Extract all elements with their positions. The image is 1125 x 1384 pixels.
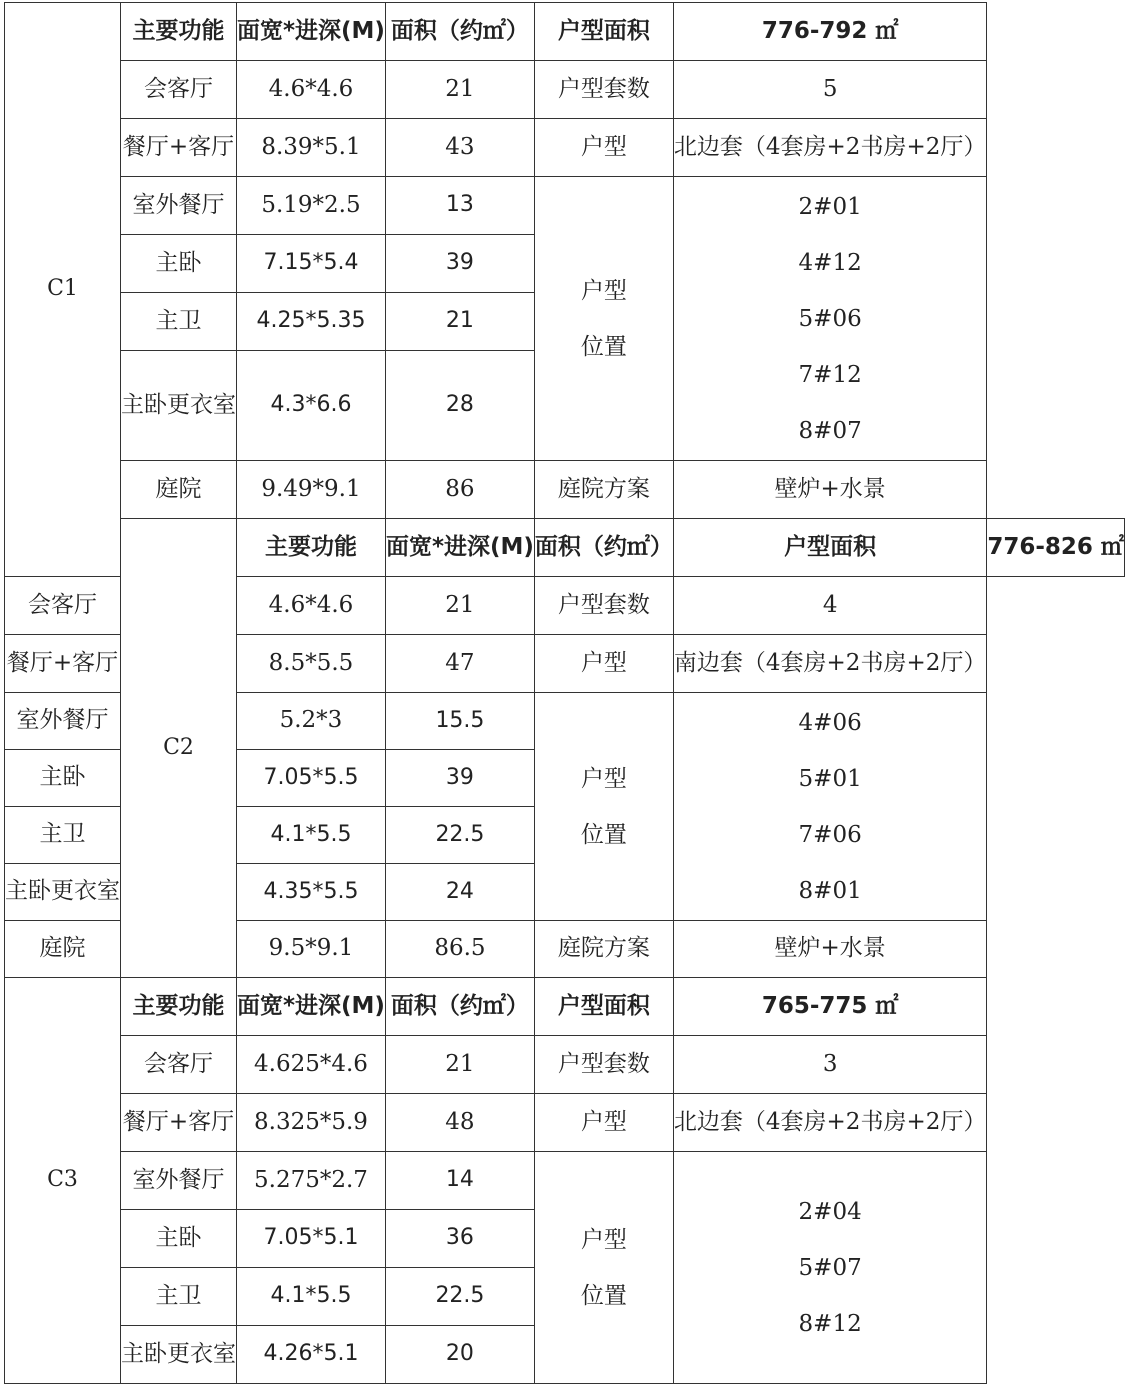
room-dimensions: 8.325*5.9 [237, 1094, 386, 1152]
table-row [5, 1036, 1125, 1094]
garden-value: 壁炉+水景 [673, 461, 986, 519]
c2-header-row [5, 519, 1125, 577]
c1-header-row [5, 3, 1125, 61]
c3-header-row [5, 978, 1125, 1036]
position-label-line: 位置 [580, 821, 627, 848]
position-value: 2#01 [798, 193, 862, 220]
room-name: 餐厅+客厅 [121, 1094, 237, 1152]
room-dimensions: 4.625*4.6 [237, 1036, 386, 1094]
room-dimensions: 7.15*5.4 [237, 235, 386, 293]
position-value: 5#01 [798, 765, 862, 792]
room-area: 20 [385, 1326, 534, 1384]
room-name: 主卧 [121, 1210, 237, 1268]
position-values [673, 1152, 986, 1384]
position-value: 8#01 [798, 877, 862, 904]
room-area: 13 [385, 177, 534, 235]
header-area: 面积（约㎡） [385, 3, 534, 61]
position-label-line: 位置 [580, 333, 627, 360]
type-label: 户型 [534, 1094, 673, 1152]
position-value: 5#07 [798, 1254, 862, 1281]
room-name: 室外餐厅 [5, 693, 121, 750]
room-area: 39 [385, 750, 534, 807]
room-area: 21 [385, 577, 534, 635]
position-label-line: 位置 [580, 1282, 627, 1309]
header-dimensions: 面宽*进深(M) [237, 3, 386, 61]
room-dimensions: 7.05*5.5 [237, 750, 386, 807]
header-unit-area-label: 户型面积 [534, 3, 673, 61]
room-dimensions: 4.26*5.1 [237, 1326, 386, 1384]
room-area: 28 [385, 351, 534, 461]
position-label [534, 177, 673, 461]
room-area: 21 [385, 1036, 534, 1094]
units-value: 5 [673, 61, 986, 119]
room-name: 会客厅 [5, 577, 121, 635]
table-row [5, 119, 1125, 177]
room-dimensions: 5.275*2.7 [237, 1152, 386, 1210]
room-dimensions: 5.2*3 [237, 693, 386, 750]
room-name: 庭院 [5, 921, 121, 978]
header-unit-area-label: 户型面积 [534, 978, 673, 1036]
room-name: 主卧更衣室 [5, 864, 121, 921]
header-function: 主要功能 [237, 519, 386, 577]
room-dimensions: 4.25*5.35 [237, 293, 386, 351]
c3-group-label: C3 [5, 978, 121, 1384]
room-dimensions: 4.3*6.6 [237, 351, 386, 461]
header-function: 主要功能 [121, 978, 237, 1036]
room-area: 21 [385, 293, 534, 351]
c1-group-label: C1 [5, 3, 121, 577]
room-area: 39 [385, 235, 534, 293]
header-area: 面积（约㎡） [534, 519, 673, 577]
position-label [534, 693, 673, 921]
room-area: 21 [385, 61, 534, 119]
room-area: 36 [385, 1210, 534, 1268]
room-name: 餐厅+客厅 [121, 119, 237, 177]
position-value: 4#12 [798, 249, 862, 276]
units-label: 户型套数 [534, 1036, 673, 1094]
room-dimensions: 4.35*5.5 [237, 864, 386, 921]
position-value: 8#12 [798, 1310, 862, 1337]
room-area: 24 [385, 864, 534, 921]
room-dimensions: 4.1*5.5 [237, 807, 386, 864]
table-row [5, 461, 1125, 519]
room-dimensions: 8.5*5.5 [237, 635, 386, 693]
room-dimensions: 4.1*5.5 [237, 1268, 386, 1326]
table-row [5, 1152, 1125, 1210]
type-value: 北边套（4套房+2书房+2厅） [673, 1094, 986, 1152]
room-dimensions: 8.39*5.1 [237, 119, 386, 177]
room-dimensions: 4.6*4.6 [237, 61, 386, 119]
room-dimensions: 7.05*5.1 [237, 1210, 386, 1268]
garden-label: 庭院方案 [534, 461, 673, 519]
header-unit-area-value: 765-775 ㎡ [673, 978, 986, 1036]
units-label: 户型套数 [534, 577, 673, 635]
type-label: 户型 [534, 119, 673, 177]
room-name: 会客厅 [121, 61, 237, 119]
header-unit-area-label: 户型面积 [673, 519, 986, 577]
header-unit-area-value: 776-792 ㎡ [673, 3, 986, 61]
room-name: 主卧更衣室 [121, 1326, 237, 1384]
type-label: 户型 [534, 635, 673, 693]
room-name: 室外餐厅 [121, 1152, 237, 1210]
room-dimensions: 9.49*9.1 [237, 461, 386, 519]
position-label-line: 户型 [580, 277, 627, 304]
header-dimensions: 面宽*进深(M) [385, 519, 534, 577]
c2-group-label: C2 [121, 519, 237, 978]
room-dimensions: 9.5*9.1 [237, 921, 386, 978]
room-name: 庭院 [121, 461, 237, 519]
room-area: 14 [385, 1152, 534, 1210]
room-area: 86.5 [385, 921, 534, 978]
units-label: 户型套数 [534, 61, 673, 119]
header-unit-area-value: 776-826 ㎡ [987, 519, 1125, 577]
position-value: 4#06 [798, 709, 862, 736]
type-value: 北边套（4套房+2书房+2厅） [673, 119, 986, 177]
room-area: 43 [385, 119, 534, 177]
room-name: 主卫 [5, 807, 121, 864]
position-label-line: 户型 [580, 765, 627, 792]
position-value: 8#07 [798, 417, 862, 444]
room-name: 室外餐厅 [121, 177, 237, 235]
table-row [5, 1094, 1125, 1152]
room-name: 主卫 [121, 1268, 237, 1326]
room-name: 主卧 [5, 750, 121, 807]
garden-label: 庭院方案 [534, 921, 673, 978]
position-value: 5#06 [798, 305, 862, 332]
position-value: 7#12 [798, 361, 862, 388]
units-value: 4 [673, 577, 986, 635]
room-name: 主卧 [121, 235, 237, 293]
room-area: 86 [385, 461, 534, 519]
room-name: 会客厅 [121, 1036, 237, 1094]
position-label [534, 1152, 673, 1384]
room-name: 主卧更衣室 [121, 351, 237, 461]
room-area: 15.5 [385, 693, 534, 750]
position-values [673, 693, 986, 921]
room-area: 22.5 [385, 807, 534, 864]
room-area: 47 [385, 635, 534, 693]
position-label-line: 户型 [580, 1226, 627, 1253]
header-dimensions: 面宽*进深(M) [237, 978, 386, 1036]
position-value: 2#04 [798, 1198, 862, 1225]
units-value: 3 [673, 1036, 986, 1094]
table-row [5, 61, 1125, 119]
room-dimensions: 5.19*2.5 [237, 177, 386, 235]
table-row [5, 177, 1125, 235]
type-value: 南边套（4套房+2书房+2厅） [673, 635, 986, 693]
garden-value: 壁炉+水景 [673, 921, 986, 978]
header-function: 主要功能 [121, 3, 237, 61]
position-value: 7#06 [798, 821, 862, 848]
room-dimensions: 4.6*4.6 [237, 577, 386, 635]
position-values [673, 177, 986, 461]
room-area: 22.5 [385, 1268, 534, 1326]
room-area: 48 [385, 1094, 534, 1152]
room-name: 餐厅+客厅 [5, 635, 121, 693]
unit-spec-table [4, 2, 1125, 1384]
header-area: 面积（约㎡） [385, 978, 534, 1036]
room-name: 主卫 [121, 293, 237, 351]
